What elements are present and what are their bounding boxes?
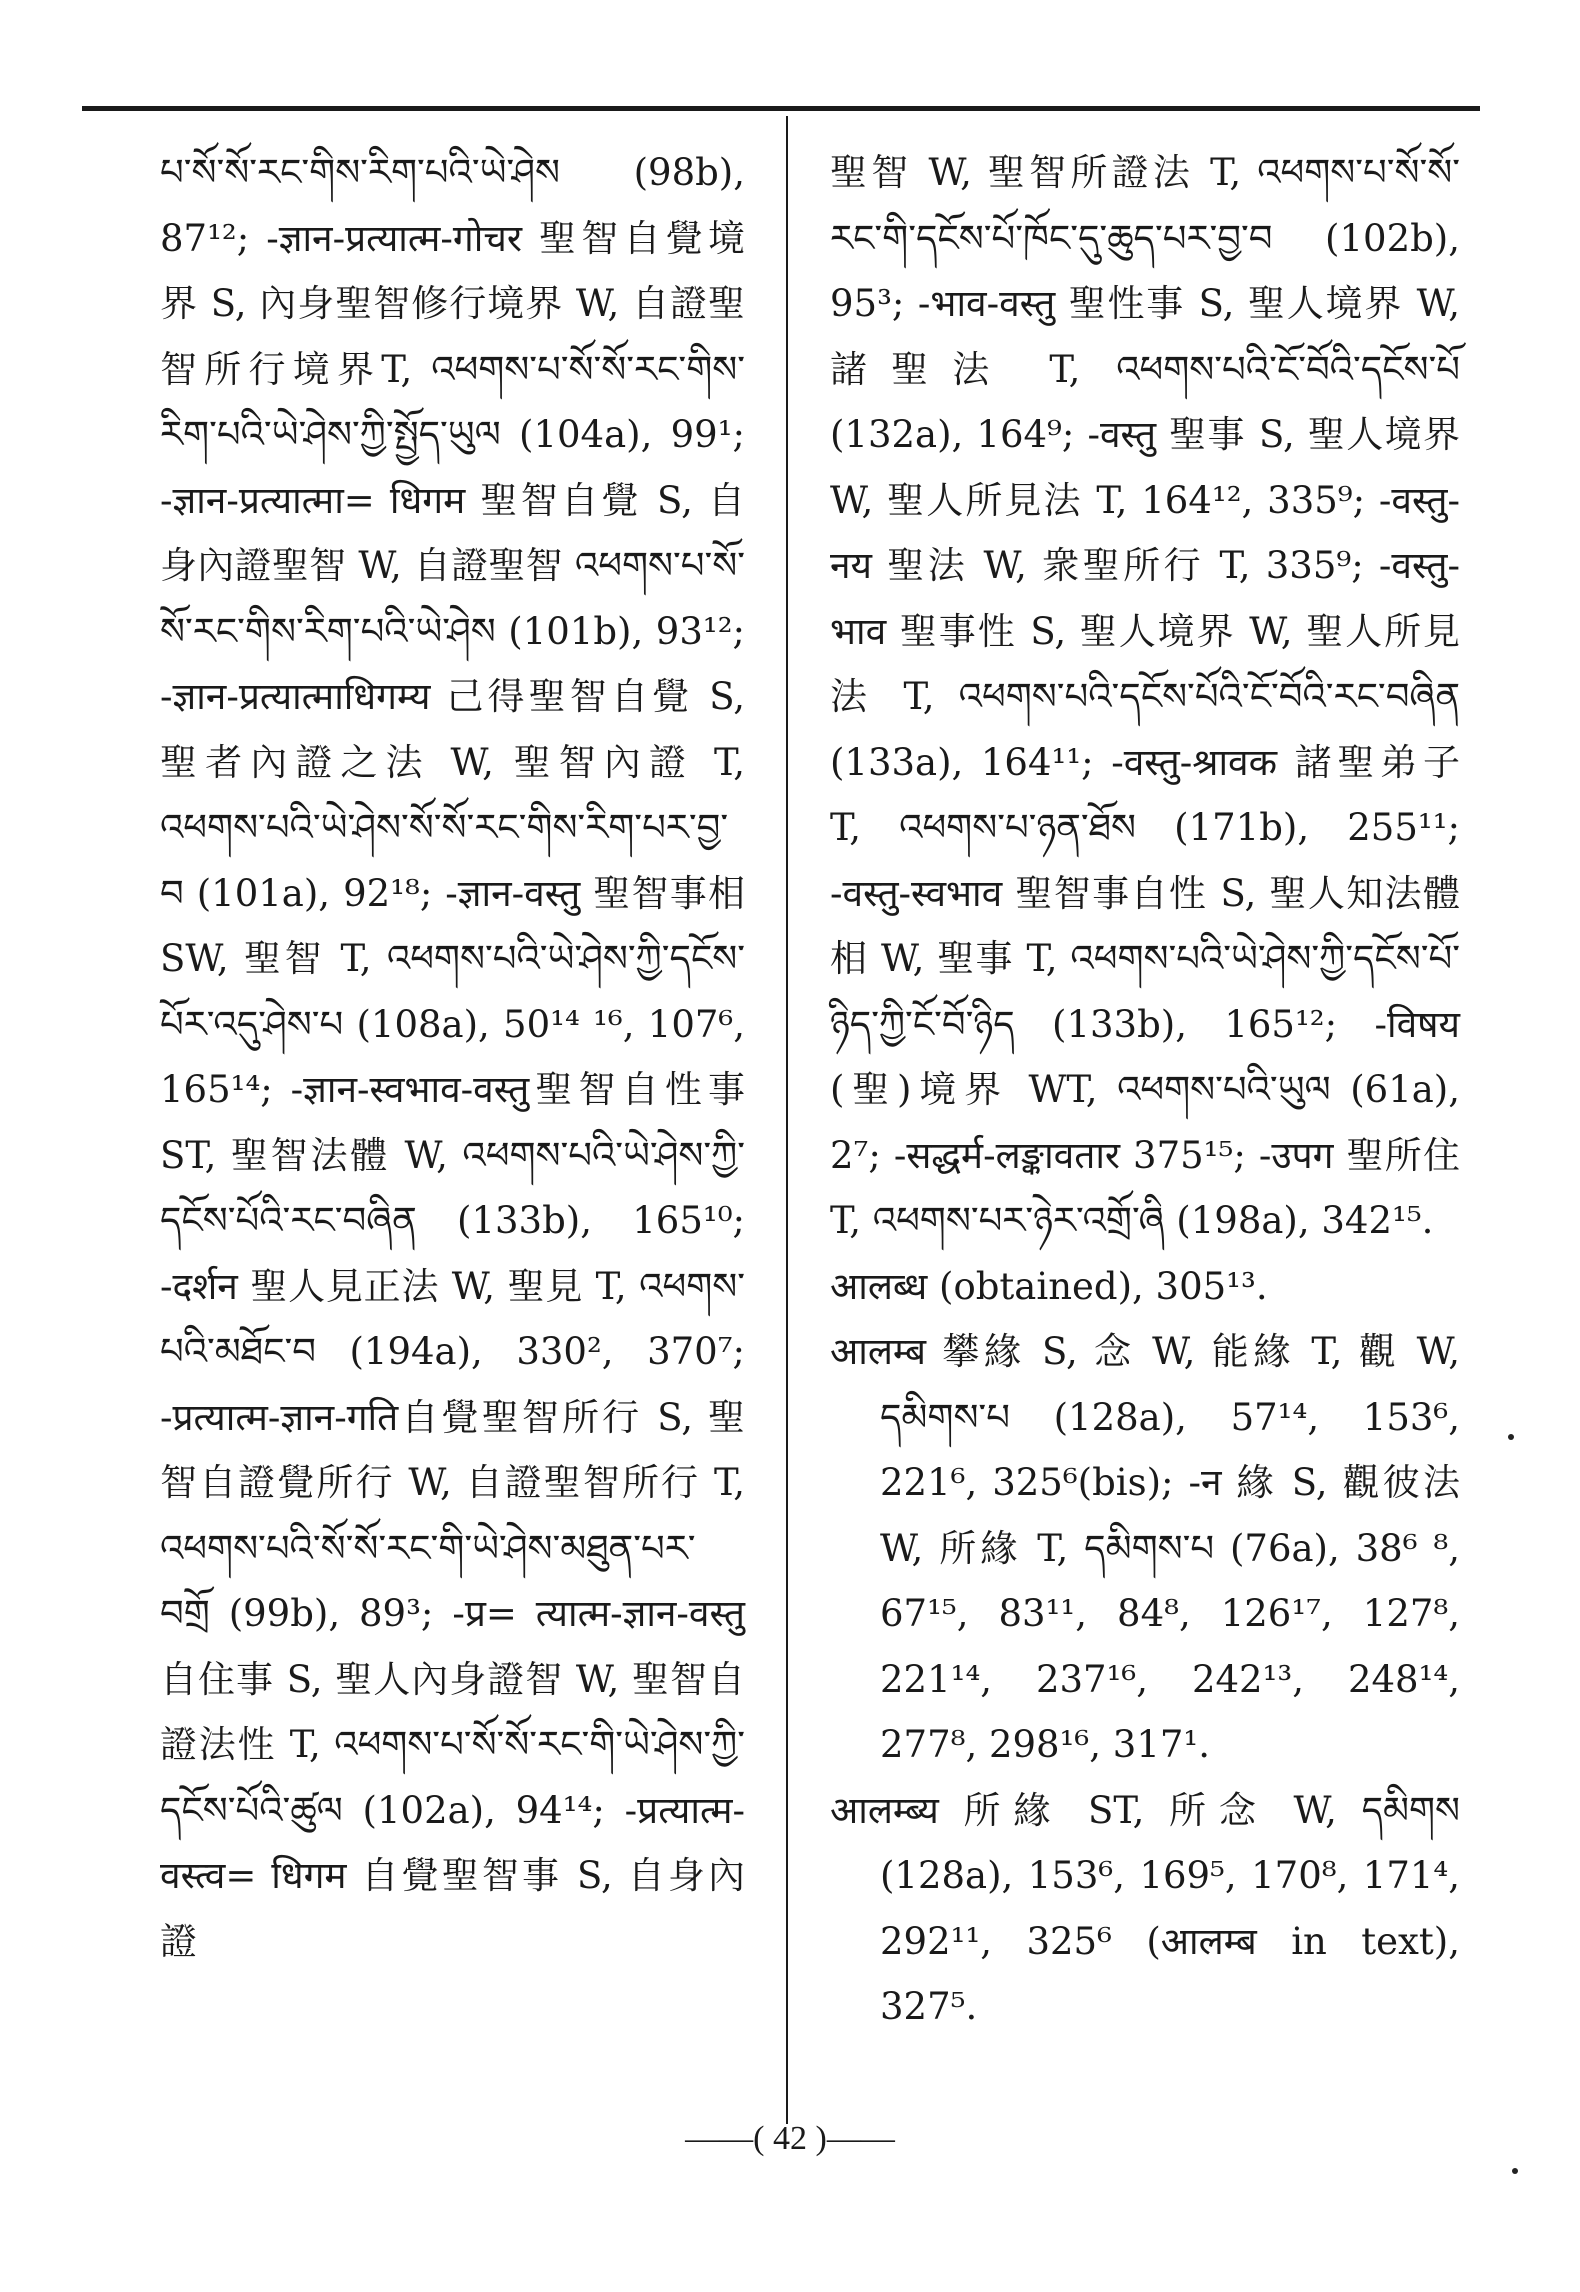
- dictionary-entry-continuation: 聖智 W, 聖智所證法 T, འཕགས་པ་སོ་སོ་རང་གི་དངོས་པོ་ཁོང་དུ་ཆུད་པར་བྱ་བ (102b), 95³; -भाव-वस्तु 聖性事 S, 聖人境界 W, 諸聖法 T, འཕགས་པའི་ངོ་བོའི་དངོས་པོ (132a), 164⁹; -वस्तु 聖事 S, 聖人境界 W, 聖人所見法 T, 164¹², 335⁹; -वस्तु-नय 聖法 W, 衆聖所行 T, 335⁹; -वस्तु-भाव 聖事性 S, 聖人境界 W, 聖人所見法 T, འཕགས་པའི་དངོས་པོའི་ངོ་བོའི་རང་བཞིན (133a), 164¹¹; -वस्तु-श्रावक 諸聖弟子 T, འཕགས་པ་ཉན་ཐོས (171b), 255¹¹; -वस्तु-स्वभाव 聖智事自性 S, 聖人知法體相 W, 聖事 T, འཕགས་པའི་ཡེ་ཤེས་ཀྱི་དངོས་པོ་ཉིད་ཀྱི་ངོ་བོ་ཉིད (133b), 165¹²; -विषय (聖)境界 WT, འཕགས་པའི་ཡུལ (61a), 2⁷; -सद्धर्म-लङ्कावतार 375¹⁵; -उपग 聖所住 T, འཕགས་པར་ཉེར་འགྲོ་ཞི (198a), 342¹⁵.: [830, 151, 1460, 1242]
- page-number: ——( 42 )——: [685, 2120, 895, 2157]
- scan-speck: [1512, 2168, 1518, 2174]
- top-rule: [82, 106, 1480, 111]
- dictionary-entry-alambya: आलम्ब्य 所緣 ST, 所念 W, དམིགས (128a), 153⁶, 169⁵, 170⁸, 171⁴, 292¹¹, 325⁶ (आलम्ब in text), 327⁵.: [830, 1788, 1460, 2028]
- column-divider: [786, 116, 788, 2124]
- scan-speck: [1508, 1434, 1514, 1440]
- right-column: [830, 140, 1460, 2040]
- left-column-text: པ་སོ་སོ་རང་གིས་རིག་པའི་ཡེ་ཤེས (98b), 87¹²; -ज्ञान-प्रत्यात्म-गोचर 聖智自覺境界 S, 內身聖智修行境界 W, 自證聖智所行境界T, འཕགས་པ་སོ་སོ་རང་གིས་རིག་པའི་ཡེ་ཤེས་ཀྱི་སྤྱོད་ཡུལ (104a), 99¹; -ज्ञान-प्रत्यात्मा= धिगम 聖智自覺 S, 自身內證聖智 W, 自證聖智 འཕགས་པ་སོ་སོ་རང་གིས་རིག་པའི་ཡེ་ཤེས (101b), 93¹²; -ज्ञान-प्रत्यात्माधिगम्य 己得聖智自覺 S, 聖者內證之法 W, 聖智內證 T, འཕགས་པའི་ཡེ་ཤེས་སོ་སོ་རང་གིས་རིག་པར་བྱ་བ (101a), 92¹⁸; -ज्ञान-वस्तु 聖智事相 SW, 聖智 T, འཕགས་པའི་ཡེ་ཤེས་ཀྱི་དངོས་པོར་འདུ་ཤེས་པ (108a), 50¹⁴ ¹⁶, 107⁶, 165¹⁴; -ज्ञान-स्वभाव-वस्तु聖智自性事ST, 聖智法體 W, འཕགས་པའི་ཡེ་ཤེས་ཀྱི་དངོས་པོའི་རང་བཞིན (133b), 165¹⁰; -दर्शन 聖人見正法 W, 聖見 T, འཕགས་པའི་མཐོང་བ (194a), 330², 370⁷; -प्रत्यात्म-ज्ञान-गति自覺聖智所行 S, 聖智自證覺所行 W, 自證聖智所行 T, འཕགས་པའི་སོ་སོ་རང་གི་ཡེ་ཤེས་མཐུན་པར་བགྲོ (99b), 89³; -प्र= त्यात्म-ज्ञान-वस्तु 自住事 S, 聖人內身證智 W, 聖智自證法性 T, འཕགས་པ་སོ་སོ་རང་གི་ཡེ་ཤེས་ཀྱི་དངོས་པོའི་ཚུལ (102a), 94¹⁴; -प्रत्यात्म-वस्त्व= धिगम 自覺聖智事 S, 自身內證: [160, 151, 745, 1963]
- dictionary-entry-alamba: आलम्ब 攀緣 S, 念 W, 能緣 T, 觀 W, དམིགས་པ (128a), 57¹⁴, 153⁶, 221⁶, 325⁶(bis); -न 緣 S, 觀彼法 W, 所緣 T, དམིགས་པ (76a), 38⁶ ⁸, 67¹⁵, 83¹¹, 84⁸, 126¹⁷, 127⁸, 221¹⁴, 237¹⁶, 242¹³, 248¹⁴, 277⁸, 298¹⁶, 317¹.: [830, 1330, 1460, 1766]
- dictionary-entry-alabdha: आलब्ध (obtained), 305¹³.: [830, 1264, 1268, 1308]
- left-column: [160, 140, 745, 1974]
